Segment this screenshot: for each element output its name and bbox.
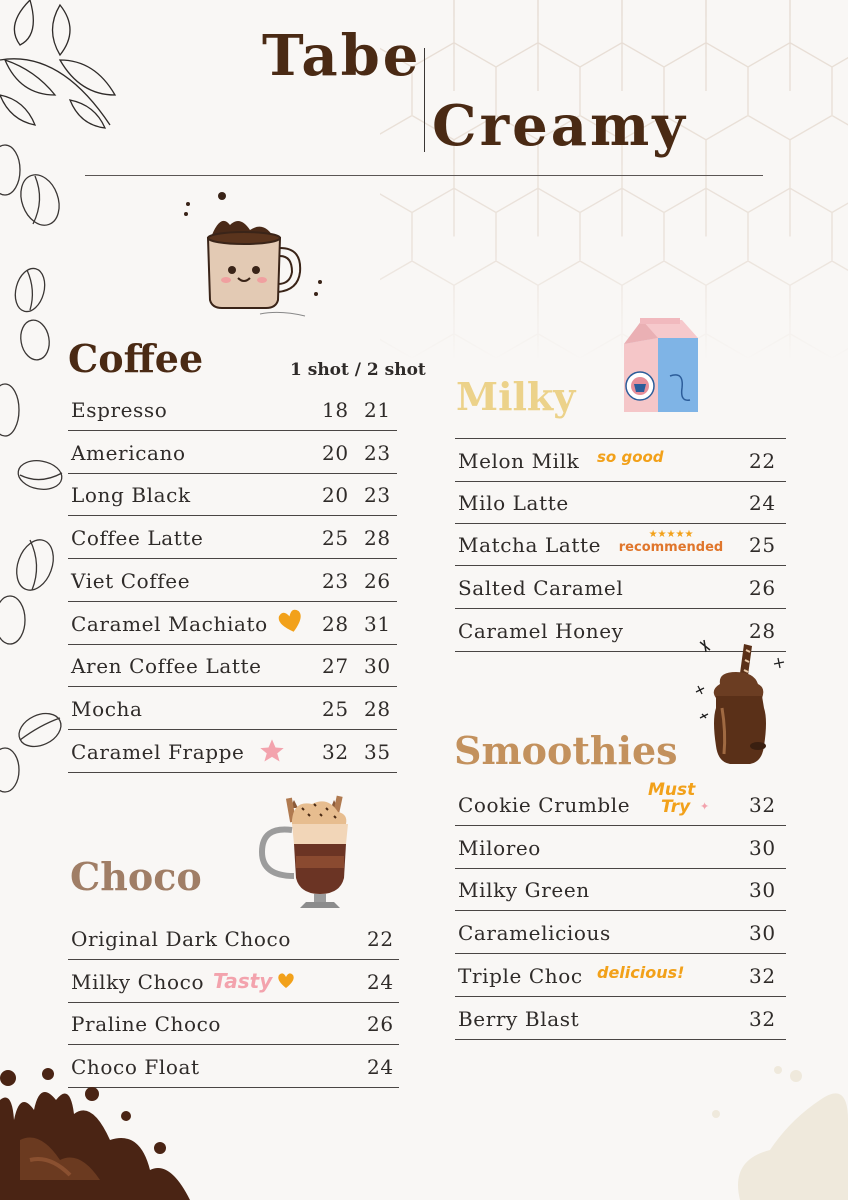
item-price-2shot: 23 (364, 483, 391, 508)
chocolate-shake-illustration (692, 636, 788, 772)
item-name: Caramel Machiato (71, 611, 268, 636)
shot-size-header: 1 shot / 2 shot (290, 360, 426, 380)
menu-item-row (68, 687, 397, 730)
smoothies-section-title: Smoothies (454, 728, 678, 773)
chocolate-splash-illustration (0, 1060, 200, 1200)
item-price: 18 (322, 398, 349, 422)
item-price: 24 (749, 490, 776, 515)
item-price: 23 (322, 568, 349, 593)
try-label: Try (661, 797, 691, 817)
title-creamy: Creamy (432, 93, 688, 159)
title-divider (424, 48, 425, 152)
item-price: 30 (749, 878, 776, 903)
item-name: Viet Coffee (71, 568, 191, 593)
item-name: Espresso (71, 398, 168, 422)
menu-item-row (68, 602, 397, 645)
menu-item-row (455, 997, 786, 1040)
menu-item-row (68, 644, 397, 687)
menu-item-row (68, 431, 397, 474)
milk-carton-illustration (612, 316, 710, 418)
leaves-illustration (0, 0, 130, 130)
item-name: Choco Float (71, 1055, 200, 1080)
item-name: Matcha Latte (458, 533, 602, 558)
item-price: 24 (367, 969, 394, 994)
milk-splash-illustration (700, 1060, 848, 1200)
heart-icon (276, 972, 296, 990)
hot-chocolate-illustration (256, 790, 366, 918)
menu-item-row (68, 559, 397, 602)
item-price: 28 (322, 611, 349, 636)
recommended-label: recommended (618, 540, 724, 555)
item-price-2shot: 21 (364, 398, 391, 422)
item-name: Milky Green (458, 878, 590, 903)
heart-icon (276, 609, 306, 635)
milky-section-title: Milky (456, 374, 576, 419)
star-icon (258, 737, 286, 765)
honeycomb-pattern (380, 0, 848, 360)
item-price: 24 (367, 1055, 394, 1080)
item-name: Cookie Crumble (458, 793, 631, 817)
item-price: 25 (322, 526, 349, 551)
menu-item-row (455, 911, 786, 954)
menu-item-row (455, 481, 786, 524)
item-price: 32 (749, 963, 776, 988)
item-name: Melon Milk (458, 449, 580, 473)
item-name: Coffee Latte (71, 526, 204, 551)
item-name: Caramel Honey (458, 618, 624, 643)
item-price: 20 (322, 483, 349, 508)
item-price: 27 (322, 654, 349, 679)
menu-item-row (68, 516, 397, 559)
item-price-2shot: 26 (364, 568, 391, 593)
sparkle-icon: ✦ (700, 800, 710, 813)
item-price: 25 (322, 696, 349, 721)
item-price: 32 (749, 793, 776, 817)
menu-item-row (455, 780, 786, 826)
menu-item-row (455, 826, 786, 869)
item-price: 22 (749, 449, 776, 473)
item-name: Triple Choc (458, 963, 583, 988)
choco-section-title: Choco (70, 854, 202, 899)
item-price: 20 (322, 440, 349, 465)
menu-item-row (68, 917, 399, 960)
item-price-2shot: 31 (364, 611, 391, 636)
item-name: Miloreo (458, 835, 541, 860)
tasty-sticker: Tasty (213, 969, 273, 993)
item-name: Aren Coffee Latte (71, 654, 262, 679)
item-name: Berry Blast (458, 1006, 580, 1031)
five-stars-icon: ★★★★★ (648, 529, 694, 540)
title-tabe: Tabe (262, 23, 422, 89)
item-price: 30 (749, 921, 776, 946)
item-name: Praline Choco (71, 1012, 222, 1037)
menu-item-row (68, 1002, 399, 1045)
item-price-2shot: 35 (364, 739, 391, 764)
item-price: 30 (749, 835, 776, 860)
item-price-2shot: 30 (364, 654, 391, 679)
item-price: 32 (322, 739, 349, 764)
so-good-sticker: so good (597, 448, 664, 466)
item-price-2shot: 28 (364, 696, 391, 721)
must-try-sticker (648, 782, 695, 816)
item-price-2shot: 28 (364, 526, 391, 551)
item-name: Original Dark Choco (71, 927, 291, 951)
item-price: 32 (749, 1006, 776, 1031)
delicious-sticker: delicious! (597, 963, 685, 982)
coffee-section-title: Coffee (68, 336, 204, 381)
menu-item-row (455, 566, 786, 609)
item-price: 22 (367, 927, 394, 951)
item-price: 26 (749, 576, 776, 601)
item-name: Caramel Frappe (71, 739, 245, 764)
item-name: Milky Choco (71, 969, 205, 994)
recommended-sticker (616, 530, 726, 555)
item-name: Americano (71, 440, 186, 465)
menu-item-row (68, 730, 397, 773)
item-name: Mocha (71, 696, 143, 721)
item-price-2shot: 23 (364, 440, 391, 465)
menu-item-row (68, 388, 397, 431)
item-name: Salted Caramel (458, 576, 624, 601)
item-price: 25 (749, 533, 776, 558)
menu-item-row (68, 473, 397, 516)
header-rule (85, 175, 763, 176)
cute-mug-illustration (180, 190, 330, 320)
item-price: 26 (367, 1012, 394, 1037)
menu-item-row (455, 868, 786, 911)
must-label: Must (648, 780, 696, 800)
item-name: Caramelicious (458, 921, 611, 946)
item-name: Long Black (71, 483, 191, 508)
item-price: 28 (749, 618, 776, 643)
item-name: Milo Latte (458, 490, 569, 515)
